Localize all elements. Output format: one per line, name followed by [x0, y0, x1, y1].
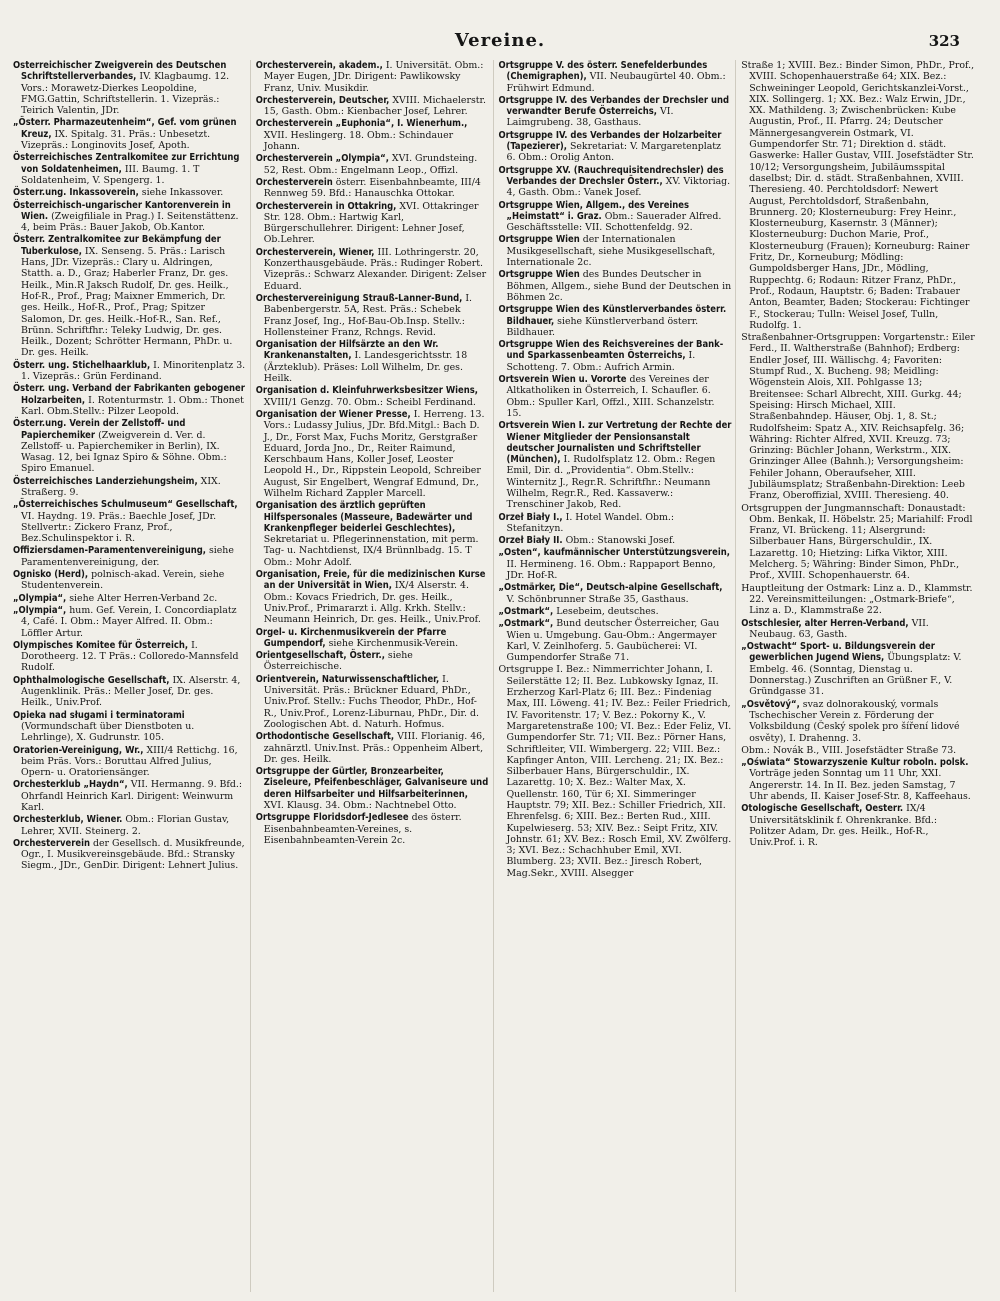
directory-entry: [13, 675, 247, 709]
directory-entry: [499, 95, 733, 129]
entry-text: I. Herreng. 13. Vors.: Ludassy Julius, JDr. Bfd.Mitgl.: Bach D. J., Dr., Forst Max, Fuchs Moritz, Gerstgraßer Eduard, Jorda Jno., Dr., Reiter Raimund, Kerschbaum Hans, Koller Josef, Leoster Leopold H., Dr., Rippstein Leopold, Schreiber August, Sir Engelbert, Wengraf Edmund, Dr., Wilhelm Richard Zappler Marcell.: [263, 408, 485, 499]
directory-entry: [499, 60, 733, 94]
entry-text: XVII. Heslingerg. 18. Obm.: Schindauer Johann.: [263, 129, 454, 153]
entry-heading: Orchestervereinigung Strauß-Lanner-Bund,: [255, 292, 463, 304]
entry-text: Lesebeim, deutsches.: [556, 605, 659, 617]
directory-entry: [256, 812, 490, 846]
directory-entry: [499, 130, 733, 164]
entry-text: XIII/4 Rettichg. 16, beim Präs. Vors.: Boruttau Alfred Julius, Opern- u. Oratoriensänger.: [21, 744, 238, 779]
entry-text: XIX. Straßerg. 9.: [21, 475, 221, 498]
directory-entry: [256, 650, 490, 673]
entry-text: siehe Alter Herren-Verband 2c.: [69, 592, 218, 604]
entry-text: IX. Senseng. 5. Präs.: Larisch Hans, JDr. Vizepräs.: Clary u. Aldringen, Statth. a. D., Graz; Haberler Franz, Dr. ges. Heilk., Min.R Jaksch Rudolf, Dr. ges. Heilk., Hof-R., Prof., Prag; Maixner Emmerich, Dr. ges. Heilk., Hof-R., Prof., Prag; Spitzer Salomon, Dr. ges. Heilk.-Hof-R., San. Ref., Brünn. Schriftfhr.: Teleky Ludwig, Dr. ges. Heilk., Dozent; Schrötter Hermann, PhDr. u. Dr. ges. Heilk.: [21, 245, 233, 359]
entry-text: Sekretariat: V. Margaretenplatz 6. Obm.: Orolig Anton.: [506, 141, 721, 164]
entry-heading: Orthodontische Gesellschaft,: [255, 731, 395, 743]
page-number: 323: [928, 32, 960, 50]
directory-entry: [13, 838, 247, 872]
directory-entry: [741, 503, 975, 582]
directory-entry: [13, 593, 247, 604]
entry-text: hum. Gef. Verein, I. Concordiaplatz 4, Café. I. Obm.: Mayer Alfred. II. Obm.: Löffler Artur.: [21, 604, 237, 639]
directory-entry: [499, 535, 733, 546]
directory-entry: [256, 385, 490, 408]
entry-text: Übungsplatz: V. Embelg. 46. (Sonntag, Dienstag u. Donnerstag.) Zuschriften an Grüßner F., V. Gründgasse 31.: [749, 652, 962, 698]
entry-heading: Orchesterverein, Deutscher,: [255, 94, 390, 106]
entry-text: Obm.: Florian Gustav, Lehrer, XVII. Steinerg. 2.: [21, 814, 230, 837]
entry-heading: Ortsgruppe V. des österr. Senefelderbundes (Chemigraphen),: [498, 60, 708, 83]
entry-text: des Vereines der Altkatholiken in Österreich, I. Schaufler. 6. Obm.: Spuller Karl, Offzl., XIII. Schanzelstr. 15.: [506, 374, 715, 419]
directory-entry: [499, 304, 733, 338]
entry-heading: Orchesterverein „Euphonia“, I. Wienerhum.,: [255, 118, 468, 130]
entry-text: der Gesellsch. d. Musikfreunde, Ogr., I. Musikvereinsgebäude. Bfd.: Stransky Siegm., JDr., GenDir. Dirigent: Lehnert Julius.: [21, 837, 245, 872]
directory-entry: [13, 200, 247, 234]
entry-text: XVI. Ottakringer Str. 128. Obm.: Hartwig Karl, Bürgerschullehrer. Dirigent: Lehner Josef, Ob.Lehrer.: [263, 200, 479, 246]
entry-heading: Oratorien-Vereinigung, Wr.,: [13, 744, 144, 756]
directory-entry: [256, 247, 490, 292]
directory-entry: [499, 165, 733, 199]
entry-text: XV. Viktoriag. 4, Gasth. Obm.: Vanek Josef.: [506, 175, 731, 199]
entry-heading: Ognisko (Herd),: [13, 569, 89, 581]
entry-text: V. Schönbrunner Straße 35, Gasthaus.: [506, 593, 689, 605]
entry-text: Vorträge jeden Sonntag um 11 Uhr, XXI. Angererstr. 14. In II. Bez. jeden Samstag, 7 Uhr abends, II. Kaiser Josef-Str. 8, Kaffeehaus.: [749, 768, 971, 802]
directory-entry: [256, 293, 490, 338]
entry-text: IX/4 Universitätsklinik f. Ohrenkranke. Bfd.: Politzer Adam, Dr. ges. Heilk., Hof-R., Univ.Prof. i. R.: [749, 803, 937, 849]
entry-heading: „Ostmark“,: [498, 605, 554, 617]
directory-entry: [13, 605, 247, 639]
entry-text: polnisch-akad. Verein, siehe Studentenverein.: [21, 569, 225, 592]
directory-entry: [741, 745, 975, 756]
directory-entry: [13, 234, 247, 358]
entry-heading: Offiziersdamen-Paramentenvereinigung,: [13, 545, 206, 557]
entry-heading: „Ostmark“,: [498, 618, 554, 630]
entry-text: VII. Hermanng. 9. Bfd.: Ohrfandl Heinrich Karl. Dirigent: Weinwurm Karl.: [21, 779, 243, 813]
entry-heading: Ortsgruppe Wien: [498, 269, 580, 281]
entry-text: XVI. Klausg. 34. Obm.: Nachtnebel Otto.: [263, 800, 457, 811]
column-1: [12, 60, 251, 1292]
entry-heading: Ortsgruppe Wien des Reichsvereines der Bank- und Sparkassenbeamten Österreichs,: [498, 339, 724, 362]
entry-heading: Ortsgruppe Wien des Künstlerverbandes österr. Bildhauer,: [498, 304, 727, 327]
directory-entry: [499, 420, 733, 510]
entry-text: Ortsgruppe I. Bez.: Nimmerrichter Johann, I. Seilerstätte 12; II. Bez. Lubkowsky Ignaz, II. Erzherzog Karl-Platz 6; III. Bez.: Findeniag Max, III. Löweng. 41; IV. Bez.: Feiler Friedrich, IV. Favoritenstr. 17; V. Bez.: Pokorny K., V. Margaretenstraße 100; VI. Bez.: Eder Feliz, VI. Gumpendorfer Str. 71; VII. Bez.: Pörner Hans, Schriftleiter, VII. Wimbergerg. 22; VIII. Bez.: Kapfinger Anton, VIII. Lercheng. 21; IX. Bez.: Silberbauer Hans, Bürgerschuldir., IX. Lazarettg. 10; X. Bez.: Walter Max, X. Quellenstr. 160, Tür 6; XI. Simmeringer Hauptstr. 79; XII. Bez.: Schiller Friedrich, XII. Ehrenfelsg. 6; XIII. Bez.: Berten Rud., XIII. Kupelwieserg. 53; XIV. Bez.: Seipt Fritz, XIV. Johnstr. 61; XV. Bez.: Rosch Emil, XV. Zwölferg. 3; XVI. Bez.: Schachhuber Emil, XVI. Blumberg. 23; XVII. Bez.: Jiresch Robert, Mag.Sekr., XVIII. Alsegger: [498, 664, 732, 879]
directory-entry: [256, 627, 490, 650]
directory-entry: [741, 583, 975, 617]
entry-heading: Ortsgruppe XV. (Rauchrequisitendrechsler) des Verbandes der Drechsler Österr.,: [498, 164, 724, 187]
directory-entry: [499, 269, 733, 303]
page-header: [0, 30, 1000, 56]
directory-entry: [13, 418, 247, 474]
entry-heading: Orchesterverein, akadem.,: [255, 60, 383, 71]
entry-heading: „Ostwacht“ Sport- u. Bildungsverein der gewerblichen Jugend Wiens,: [741, 641, 935, 664]
entry-heading: Österreichisches Zentralkomitee zur Errichtung von Soldatenheimen,: [13, 152, 240, 175]
entry-heading: Orgel- u. Kirchenmusikverein der Pfarre Gumpendorf,: [255, 626, 447, 649]
entry-heading: Österr. ung. Stichelhaarklub,: [13, 359, 151, 371]
directory-entry: [741, 699, 975, 744]
directory-entry: [741, 332, 975, 501]
entry-text: I. Dorotheerg. 12. T Präs.: Colloredo-Mannsfeld Rudolf.: [21, 639, 239, 674]
entry-text: siehe Künstlerverband österr. Bildhauer.: [506, 315, 699, 338]
entry-heading: Österreichisch-ungarischer Kantorenverein in Wien.: [13, 199, 231, 222]
entry-heading: Opieka nad sługami i terminatorami: [13, 709, 185, 721]
entry-text: siehe Inkassover.: [141, 187, 224, 199]
entry-heading: Orzeł Biały II.: [498, 535, 563, 547]
directory-entry: [13, 360, 247, 383]
entry-text: siehe Österreichische.: [263, 650, 413, 673]
column-4: [740, 60, 978, 1292]
entry-text: siehe Paramentenvereinigung, der.: [21, 545, 234, 568]
directory-entry: [13, 152, 247, 186]
entry-heading: Orientverein, Naturwissenschaftlicher,: [255, 673, 440, 685]
entry-text: VII. Neubaugürtel 40. Obm.: Frühwirt Edmund.: [506, 71, 726, 94]
entry-text: des österr. Eisenbahnbeamten-Vereines, s. Eisenbahnbeamten-Verein 2c.: [263, 812, 462, 846]
directory-entry: [741, 618, 975, 641]
entry-heading: Ortsgruppe IV. des Verbandes der Holzarbeiter (Tapezierer),: [498, 129, 722, 153]
entry-heading: Ortsgruppe Wien: [498, 234, 580, 246]
text-columns: [12, 60, 978, 1292]
directory-entry: [13, 779, 247, 813]
entry-heading: „Olympia“,: [13, 604, 67, 616]
entry-text: österr. Eisenbahnbeamte, III/4 Rennweg 59. Bfd.: Hanauschka Ottokar.: [263, 176, 481, 200]
directory-entry: [256, 95, 490, 118]
entry-heading: Ortsgruppe Wien, Allgem., des Vereines „Heimstatt“ i. Graz.: [498, 199, 690, 222]
entry-text: IX/4 Alserstr. 4. Obm.: Kovacs Friedrich, Dr. ges. Heilk., Univ.Prof., Primararzt i. Allg. Krkh. Stellv.: Neumann Heinrich, Dr. ges. Heilk., Univ.Prof.: [263, 580, 481, 626]
directory-entry: [256, 674, 490, 730]
directory-entry: [499, 606, 733, 617]
entry-text: der Internationalen Musikgesellschaft, siehe Musikgesellschaft, Internationale 2c.: [506, 234, 716, 269]
entry-text: VI. Haydng. 19. Präs.: Baechle Josef, JDr. Stellvertr.: Zickero Franz, Prof., Bez.Schulinspektor i. R.: [21, 510, 217, 545]
directory-entry: [256, 500, 490, 568]
entry-text: I. Hotel Wandel. Obm.: Stefanitzyn.: [506, 511, 675, 534]
entry-heading: Orzeł Biały I.,: [498, 511, 563, 523]
entry-heading: „Osvětový“,: [741, 698, 800, 710]
directory-entry: [256, 60, 490, 94]
entry-heading: Organisation des ärztlich geprüften Hilfspersonales (Masseure, Badewärter und Krankenpfleger beiderlei Geschlechtes),: [255, 500, 473, 534]
entry-text: I. Minoritenplatz 3. 1. Vizepräs.: Grün Ferdinand.: [21, 359, 246, 383]
entry-text: VIII. Florianig. 46, zahnärztl. Univ.Inst. Präs.: Oppenheim Albert, Dr. ges. Heilk.: [263, 731, 486, 765]
entry-text: IV. Klagbaumg. 12. Vors.: Morawetz-Dierkes Leopoldine, FMG.Gattin, Schriftstellerin. 1. Vizepräs.: Teirich Valentin, JDr.: [21, 71, 230, 117]
directory-entry: [499, 512, 733, 535]
entry-text: (Vormundschaft über Dienstboten u. Lehrlinge), X. Gudrunstr. 105.: [21, 720, 195, 744]
entry-text: (Zweigverein d. Ver. d. Zellstoff- u. Papierchemiker in Berlin), IX. Wasag. 12, bei Ignaz Spiro & Söhne. Obm.: Spiro Emanuel.: [21, 429, 227, 475]
entry-text: Obm.: Novák B., VIII. Josefstädter Straße 73.: [741, 744, 957, 756]
entry-heading: Ortsgruppe IV. des Verbandes der Drechsler und verwandter Berufe Österreichs,: [498, 94, 729, 118]
entry-text: I. Universität. Präs.: Brückner Eduard, PhDr., Univ.Prof. Stellv.: Fuchs Theodor, PhDr., Hof-R., Univ.Prof., Lorenz-Liburnau, PhDr., Dir. d. Zoologischen Abt. d. Naturh. Hofmus.: [263, 673, 479, 730]
directory-entry: [13, 710, 247, 744]
entry-heading: Organisation der Wiener Presse,: [255, 408, 411, 420]
directory-entry: [13, 383, 247, 417]
directory-entry: [256, 339, 490, 384]
directory-entry: [13, 640, 247, 674]
entry-text: svaz dolnorakouský, vormals Tschechischer Verein z. Förderung der Volksbildung (Český spolek pro šíření lidové osvěty), I. Drahenng. 3.: [749, 698, 960, 744]
entry-text: IX. Spitalg. 31. Präs.: Unbesetzt. Vizepräs.: Longinovits Josef, Apoth.: [21, 128, 211, 152]
directory-entry: [13, 745, 247, 779]
entry-text: XVIII. Michaelerstr. 15, Gasth. Obm.: Kienbacher Josef, Lehrer.: [263, 94, 486, 118]
directory-entry: [499, 664, 733, 879]
entry-text: I. Babenbergerstr. 5A, Rest. Präs.: Schebek Franz Josef, Ing., Hof-Bau-Ob.Insp. Stellv.: Hollensteiner Franz, Rchngs. Revid.: [263, 292, 472, 338]
entry-heading: Orientgesellschaft, Österr.,: [255, 650, 385, 662]
entry-heading: „Ostmärker, Die“, Deutsch-alpine Gesellschaft,: [498, 582, 723, 594]
entry-text: I. Schotteng. 7. Obm.: Aufrich Armin.: [506, 350, 696, 373]
entry-heading: „Olympia“,: [13, 592, 67, 604]
entry-heading: Österreichischer Zweigverein des Deutschen Schriftstellerverbandes,: [13, 60, 227, 83]
directory-entry: [13, 569, 247, 592]
directory-entry: [256, 201, 490, 246]
directory-entry: [13, 117, 247, 151]
directory-entry: [256, 569, 490, 625]
entry-heading: Ostschlesier, alter Herren-Verband,: [741, 617, 909, 629]
entry-heading: Österr. Zentralkomitee zur Bekämpfung der Tuberkulose,: [13, 234, 221, 257]
entry-text: Straßenbahner-Ortsgruppen: Vorgartenstr.: Eiler Ferd., II. Waltherstraße (Bahnhof); Erdberg: Endler Josef, III. Wällischg. 4; Favoriten: Stumpf Rud., X. Bucheng. 98; Meidling: Wögenstein Alois, XII. Pohlgasse 13; Breitensee: Scharl Albrecht, XIII. Gurkg. 44; Speising: Hirsch Michael, XIII. Straßenbahndep. Häuser, Obj. 1, 8. St.; Rudolfsheim: Spatz A., XIV. Reichsapfelg. 36; Währing: Richter Alfred, XVII. Kreuzg. 73; Grinzing: Büchler Johann, Werkstrm., XIX. Grinzinger Allee (Bahnh.); Versorgungsheim: Fehiler Johann, Oberaufseher, XIII. Jubiläumsplatz; Straßenbahn-Direktion: Leeb Franz, Oberoffizial, XVIII. Theresieng. 40.: [741, 332, 975, 502]
directory-entry: [741, 60, 975, 331]
directory-entry: [256, 766, 490, 811]
entry-heading: Organisation d. Kleinfuhrwerksbesitzer Wiens,: [255, 385, 479, 397]
entry-text: Bund deutscher Österreicher, Gau Wien u. Umgebung. Gau-Obm.: Angermayer Karl, V. Zeinlhoferg. 5. Gaubücherei: VI. Gumpendorfer Straße 71.: [506, 618, 720, 664]
entry-heading: Orchesterklub, Wiener.: [13, 814, 123, 826]
directory-entry: [499, 339, 733, 373]
directory-entry: [13, 476, 247, 499]
directory-entry: [256, 118, 490, 152]
entry-heading: Orchesterverein in Ottakring,: [255, 200, 397, 212]
entry-heading: Orchesterverein „Olympia“,: [255, 153, 389, 165]
directory-entry: [741, 641, 975, 697]
running-head: Vereine.: [454, 30, 546, 51]
entry-heading: Österr.ung. Inkassoverein,: [13, 187, 139, 199]
directory-entry: [13, 499, 247, 544]
entry-text: Obm.: Sauerader Alfred. Geschäftsstelle: VII. Schottenfeldg. 92.: [506, 210, 722, 234]
directory-entry: [499, 234, 733, 268]
directory-entry: [499, 374, 733, 419]
entry-heading: Österr. ung. Verband der Fabrikanten gebogener Holzarbeiten,: [13, 383, 245, 406]
directory-entry: [256, 731, 490, 765]
directory-entry: [499, 618, 733, 663]
column-3: [498, 60, 737, 1292]
entry-heading: Organisation der Hilfsärzte an den Wr. Krankenanstalten,: [255, 339, 439, 362]
entry-text: I. Rotenturmstr. 1. Obm.: Thonet Karl. Obm.Stellv.: Pilzer Leopold.: [21, 394, 244, 417]
entry-heading: Ortsverein Wien u. Vororte: [498, 374, 627, 386]
entry-text: Straße 1; XVIII. Bez.: Binder Simon, PhDr., Prof., XVIII. Schopenhauerstraße 64; XIX. Bez.: Schweininger Leopold, Gerichtskanzlei-Vorst., XIX. Sollingerg. 1; XX. Bez.: Walz Erwin, JDr., XX. Mathildeng. 3; Zwischenbrücken: Kube Augustin, Prof., II. Pfarrg. 24; Deutscher Männergesangverein Ostmark, VI. Gumpendorfer Str. 71; Direktion d. städt. Gaswerke: Haller Gustav, VIII. Josefstädter Str. 10/12; Versorgungsheim, Jubiläumsspital daselbst; Dir. d. städt. Straßenbahnen, XVIII. Theresieng. 40. Perchtoldsdorf: Newert August, Perchtoldsdorf, Straßenbahn, Brunnerg. 20; Klosterneuburg: Frey Heinr., Klosterneuburg, Kasernstr. 3 (Männer); Klosterneuburg: Duchon Marie, Prof., Klosterneuburg (Frauen); Korneuburg: Rainer Fritz, Dr., Korneuburg; Mödling: Gumpoldsberger Hans, JDr., Mödling, Ruppechtg. 6; Rodaun: Ritzer Franz, PhDr., Prof., Rodaun, Hauptstr. 6; Baden: Trabauer Anton, Beamter, Baden; Stockerau: Fichtinger F., Stockerau; Tulln: Weisel Josef, Tulln, Rudolfg. 1.: [741, 60, 975, 331]
entry-text: I. Rudolfsplatz 12. Obm.: Regen Emil, Dir. d. „Providentia“. Obm.Stellv.: Winternitz J., Regr.R. Schriftfhr.: Neumann Wilhelm, Regr.R., Red. Kassaverw.: Trenschiner Jakob, Red.: [506, 454, 716, 511]
entry-text: Obm.: Stanowski Josef.: [565, 535, 676, 547]
entry-text: VII. Neubaug. 63, Gasth.: [749, 617, 929, 640]
entry-text: Ortsgruppen der Jungmannschaft: Donaustadt: Obm. Benkak, II. Höbelstr. 25; Mariahilf: Frodl Franz, VI. Brückeng. 11; Alsergrund: Silberbauer Hans, Bürgerschuldir., IX. Lazarettg. 10; Hietzing: Lifka Viktor, XIII. Melcherg. 5; Währing: Binder Simon, PhDr., Prof., XVIII. Schopenhauerstr. 64.: [741, 502, 973, 582]
entry-text: siehe Kirchenmusik-Verein.: [328, 637, 459, 649]
entry-text: II. Hermineng. 16. Obm.: Rappaport Benno, JDr. Hof-R.: [506, 558, 716, 582]
entry-text: I. Landesgerichtsstr. 18 (Ärzteklub). Präses: Loll Wilhelm, Dr. ges. Heilk.: [263, 350, 468, 385]
entry-heading: Österr.ung. Verein der Zellstoff- und Papierchemiker: [13, 418, 186, 441]
entry-heading: Orchesterverein: [255, 176, 333, 188]
entry-text: (Zweigfiliale in Prag.) I. Seitenstättenz. 4, beim Präs.: Bauer Jakob, Ob.Kantor.: [21, 210, 239, 234]
entry-heading: Österreichisches Landerziehungsheim,: [13, 475, 198, 487]
entry-text: IX. Alserstr. 4, Augenklinik. Präs.: Meller Josef, Dr. ges. Heilk., Univ.Prof.: [21, 674, 241, 709]
entry-heading: „Osten“, kaufmännischer Unterstützungsverein,: [498, 547, 730, 559]
entry-text: I. Universität. Obm.: Mayer Eugen, JDr. Dirigent: Pawlikowsky Franz, Univ. Musikdir.: [263, 60, 484, 94]
directory-entry: [256, 177, 490, 200]
entry-heading: Orchesterverein: [13, 837, 90, 849]
entry-heading: Otologische Gesellschaft, Oesterr.: [741, 803, 904, 815]
directory-entry: [499, 547, 733, 581]
entry-text: Hauptleitung der Ostmark: Linz a. D., Klammstr. 22. Vereinsmitteilungen: „Ostmark-Briefe“, Linz a. D., Klammstraße 22.: [741, 582, 973, 617]
directory-entry: [13, 545, 247, 568]
entry-heading: Ophthalmologische Gesellschaft,: [13, 674, 170, 686]
entry-heading: Orchesterklub „Haydn“,: [13, 779, 128, 791]
directory-entry: [13, 814, 247, 837]
entry-text: III. Lothringerstr. 20, Konzerthausgebäude. Präs.: Rudinger Robert. Vizepräs.: Schwarz Alexander. Dirigent: Zelser Eduard.: [263, 246, 487, 292]
entry-text: XVI. Grundsteing. 52, Rest. Obm.: Engelmann Leop., Offizl.: [263, 153, 478, 176]
entry-heading: Olympisches Komitee für Österreich,: [13, 639, 189, 651]
entry-heading: Organisation, Freie, für die medizinischen Kurse an der Universität in Wien,: [255, 569, 486, 592]
entry-heading: „Österreichisches Schulmuseum“ Gesellschaft,: [13, 499, 238, 511]
entry-heading: „Oświata“ Stowarzyszenie Kultur roboln. polsk.: [741, 757, 969, 769]
directory-entry: [499, 582, 733, 605]
directory-entry: [741, 757, 975, 802]
directory-entry: [741, 803, 975, 848]
directory-entry: [256, 409, 490, 499]
entry-heading: Ortsgruppe der Gürtler, Bronzearbeiter, Ziseleure, Pfeifenbeschläger, Galvaniseure und deren Hilfsarbeiter und Hilfsarbeiterinnen,: [255, 766, 489, 800]
directory-entry: [499, 200, 733, 234]
directory-entry: [256, 153, 490, 176]
entry-text: III. Baumg. 1. T Soldatenheim, V. Spengerg. 1.: [21, 163, 200, 186]
entry-heading: „Österr. Pharmazeutenheim“, Gef. vom grünen Kreuz,: [13, 117, 237, 140]
entry-text: XVIII/1 Genzg. 70. Obm.: Scheibl Ferdinand.: [263, 396, 476, 408]
entry-text: Sekretariat u. Pflegerinnenstation, mit perm. Tag- u. Nachtdienst, IX/4 Brünnlbadg. 15. T Obm.: Mohr Adolf.: [263, 534, 479, 568]
entry-text: VI. Laimgrubeng. 38, Gasthaus.: [506, 106, 674, 129]
entry-heading: Orchesterverein, Wiener,: [255, 246, 375, 258]
directory-entry: [13, 187, 247, 198]
entry-heading: Ortsgruppe Floridsdorf-Jedlesee: [255, 812, 409, 824]
entry-text: des Bundes Deutscher in Böhmen, Allgem., siehe Bund der Deutschen in Böhmen 2c.: [506, 269, 732, 303]
column-2: [255, 60, 494, 1292]
entry-heading: Ortsverein Wien I. zur Vertretung der Rechte der Wiener Mitglieder der Pensionsanstalt deutscher Journalisten und Schriftsteller (München),: [498, 420, 732, 466]
directory-entry: [13, 60, 247, 116]
